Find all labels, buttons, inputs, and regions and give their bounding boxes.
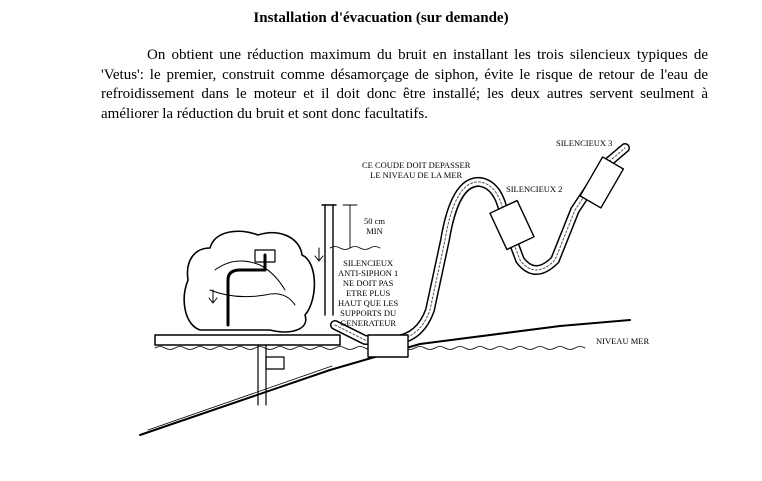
generator-base (155, 335, 340, 345)
sea-level-marker (330, 247, 380, 250)
label-silencer-2: SILENCIEUX 2 (506, 184, 563, 194)
label-elbow: CE COUDE DOIT DEPASSER LE NIVEAU DE LA MER (362, 160, 471, 180)
label-silencer-3: SILENCIEUX 3 (556, 138, 613, 148)
label-silencer-1: SILENCIEUX ANTI-SIPHON 1 NE DOIT PAS ETRE PLUS HAUT QUE LES SUPPORTS DU GENERATEUR (338, 258, 399, 328)
height-dimension (343, 205, 357, 248)
silencer-2 (490, 201, 534, 250)
intake-pipe (258, 345, 266, 405)
exhaust-installation-diagram (0, 130, 762, 476)
silencer-3 (580, 157, 623, 208)
intro-text: On obtient une réduction maximum du bruit en installant les trois silencieux typiques de 'Vetus': le premier, construit comme désamorçage de siphon, évite le risque de retour de l'eau de refroidissement dans le moteur et il doit donc être installé; les deux autres servent seulment à améliorer la réduction du bruit et sont donc facultatifs. (101, 47, 708, 122)
generator-body (184, 231, 314, 332)
down-arrow-2 (315, 248, 323, 261)
page-heading: Installation d'évacuation (sur demande) (253, 10, 509, 26)
silencer-1 (368, 335, 408, 357)
intro-paragraph (101, 46, 708, 124)
label-sea-level: NIVEAU MER (596, 336, 650, 346)
label-min-height: 50 cm MIN (364, 216, 386, 236)
generator-manifold (228, 255, 265, 325)
raised-pipe (325, 205, 333, 315)
water-strainer (266, 357, 284, 369)
hull-inner-line (148, 366, 332, 430)
